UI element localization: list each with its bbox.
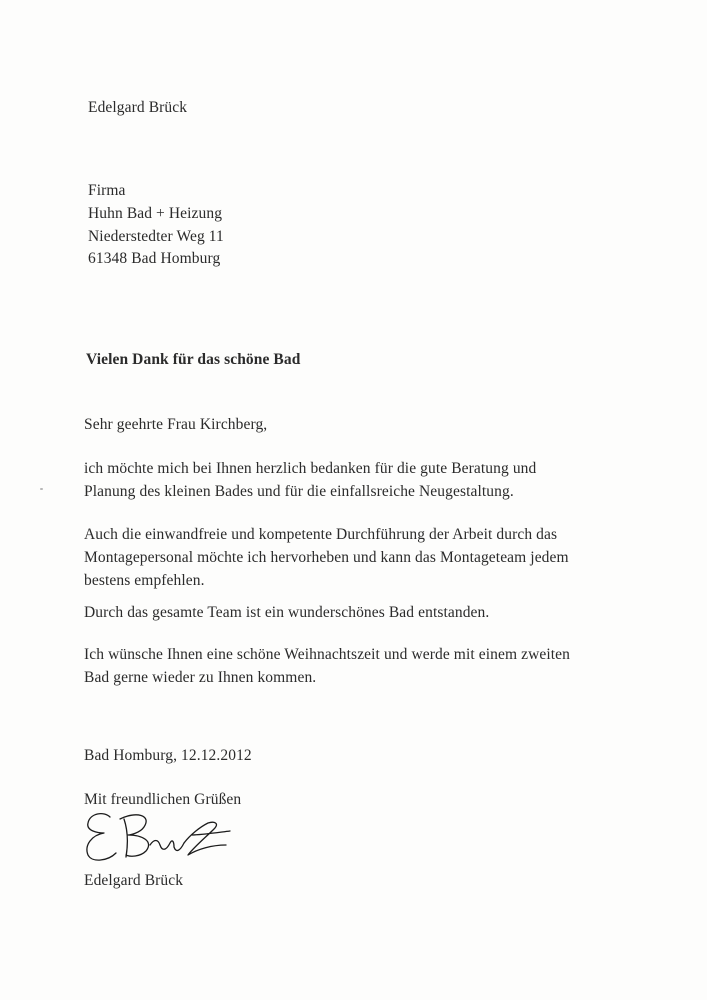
paragraph-2-line-2: Montagepersonal möchte ich hervorheben und kann das Montageteam jedem [84,549,569,566]
recipient-line-1: Firma [88,182,126,199]
recipient-line-3: Niederstedter Weg 11 [88,228,224,245]
recipient-line-2: Huhn Bad + Heizung [88,205,223,222]
paragraph-3: Durch das gesamte Team ist ein wunderschönes Bad entstanden. [84,604,490,621]
salutation: Sehr geehrte Frau Kirchberg, [84,416,268,433]
scan-speck [40,488,43,490]
paragraph-2-line-1: Auch die einwandfreie und kompetente Durchführung der Arbeit durch das [84,526,558,543]
paragraph-1-line-1: ich möchte mich bei Ihnen herzlich bedanken für die gute Beratung und [84,460,537,477]
sender-name: Edelgard Brück [88,99,188,116]
paragraph-4-line-1: Ich wünsche Ihnen eine schöne Weihnachtszeit und werde mit einem zweiten [84,646,570,663]
letter-subject: Vielen Dank für das schöne Bad [86,351,301,368]
paragraph-4-line-2: Bad gerne wieder zu Ihnen kommen. [84,669,317,686]
place-and-date: Bad Homburg, 12.12.2012 [84,747,252,764]
paragraph-1-line-2: Planung des kleinen Bades und für die einfallsreiche Neugestaltung. [84,483,514,500]
recipient-line-4: 61348 Bad Homburg [88,250,221,267]
closing-phrase: Mit freundlichen Grüßen [84,791,242,808]
signer-name: Edelgard Brück [84,872,184,889]
paragraph-2-line-3: bestens empfehlen. [84,572,205,589]
handwritten-signature [80,805,240,870]
